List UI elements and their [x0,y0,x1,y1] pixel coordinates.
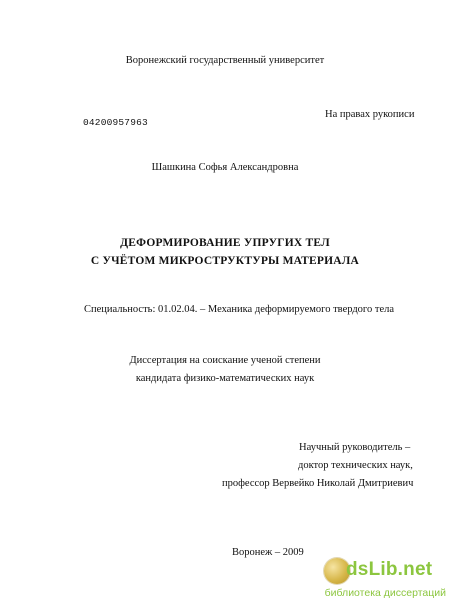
dissertation-line-2: кандидата физико-математических наук [135,373,315,384]
author-name: Шашкина Софья Александровна [151,162,299,173]
manuscript-note: На правах рукописи [325,109,415,120]
specialty: Специальность: 01.02.04. – Механика деформируемого твердого тела [84,304,395,315]
dslib-watermark[interactable] [324,556,446,604]
supervisor-name: профессор Вервейко Николай Дмитриевич [222,478,414,489]
supervisor-degree: доктор технических наук, [298,460,413,471]
catalog-number: 04200957963 [83,117,148,128]
city-year: Воронеж – 2009 [232,547,304,558]
university-name: Воронежский государственный университет [125,55,325,66]
thesis-title-line-1: ДЕФОРМИРОВАНИЕ УПРУГИХ ТЕЛ [120,237,330,249]
thesis-title-line-2: С УЧЁТОМ МИКРОСТРУКТУРЫ МАТЕРИАЛА [90,255,360,267]
watermark-caption: библиотека диссертаций [324,587,446,599]
watermark-logo-text: dsLib.net [346,559,433,580]
dissertation-line-1: Диссертация на соискание ученой степени [129,355,321,366]
supervisor-role: Научный руководитель – [299,442,411,453]
